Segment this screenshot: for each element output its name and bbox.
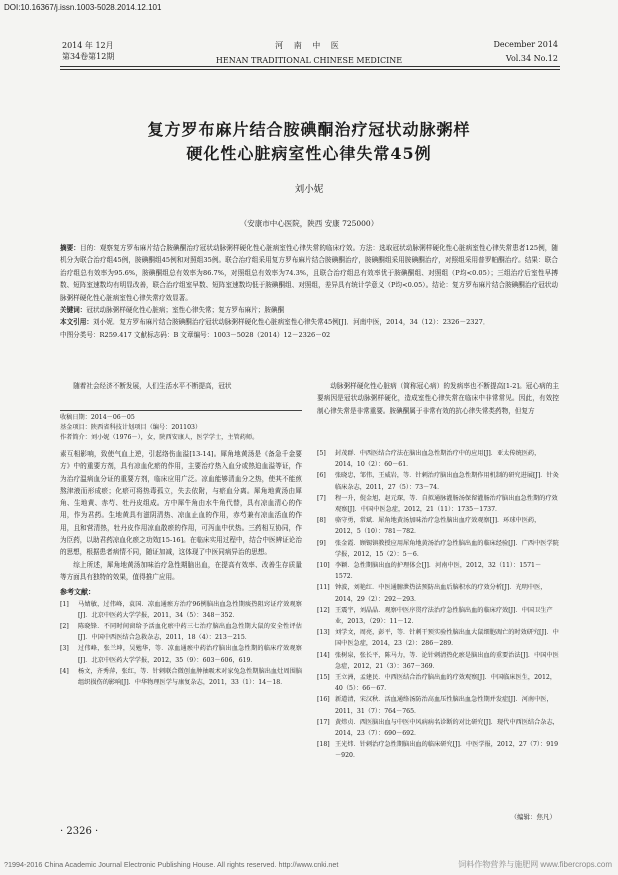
reference-number: [17] bbox=[317, 718, 330, 726]
reference-number: [6] bbox=[317, 472, 326, 480]
doi-label: DOI:10.16367/j.issn.1003-5028.2014.12.101 bbox=[4, 3, 162, 12]
reference-text: 马婧敏，过伟峰，袁国．凉血通瘀方治疗96例脑出血急性期痰热阻窍证疗效观察[J]．北京中医药大学学报，2011，34（5）：348－352． bbox=[78, 600, 302, 619]
header-rule-2 bbox=[60, 69, 560, 70]
reference-text: 杨文，齐秀萍，张红，等．针刺联合微创血肿抽吸术对家兔急性期脑出血灶周围脑组织损伤的影响[J]．中华物理医学与康复杂志，2011，33（1）：14－18． bbox=[78, 667, 302, 686]
title-line-2: 硬化性心脏病室性心律失常45例 bbox=[186, 144, 432, 163]
reference-item bbox=[317, 582, 559, 604]
author-bio: 作者简介：刘小妮（1976－），女，陕西安康人，医学学士，主管药师。 bbox=[60, 434, 259, 441]
reference-text: 张晓忠，邹伟，王威岩，等．针刺治疗脑出血急性期作用机制的研究进展[J]．针灸临床杂志，2011，27（5）：73－74． bbox=[335, 472, 559, 491]
reference-item bbox=[317, 717, 559, 739]
body-right-column bbox=[317, 448, 559, 762]
reference-item bbox=[60, 666, 302, 688]
reference-text: 封茂群．中西医结合疗法在脑出血急性期治疗中的应用[J]．亚太传统医药，2014，10（2）：60－61． bbox=[335, 450, 541, 469]
reference-number: [8] bbox=[317, 517, 326, 525]
reference-number: [5] bbox=[317, 450, 326, 457]
reference-number: [10] bbox=[317, 562, 330, 570]
reference-item bbox=[317, 627, 559, 649]
reference-item bbox=[317, 515, 559, 537]
intro-left: 随着社会经济不断发展，人们生活水平不断提高，冠状 bbox=[73, 382, 232, 390]
reference-item bbox=[60, 599, 302, 621]
reference-item bbox=[317, 605, 559, 627]
reference-text: 骆守勇，常斌．犀角地黄汤加味治疗急性脑出血疗效观察[J]．环球中医药，2012，5（10）：781－782． bbox=[335, 517, 541, 536]
reference-text: 新道清，宋汉秋．活血通络汤防治高血压性脑出血急性期并发症[J]．河南中医，2011，31（7）：764－765． bbox=[335, 696, 553, 715]
reference-text: 张树泉，张长平，陈马力，等．论针刺清热化瘀是脑出血的重要治法[J]．中国中医急症，2012，21（3）：367－369． bbox=[335, 651, 559, 670]
header-volume-en: Vol.34 No.12 bbox=[505, 54, 558, 63]
keywords-text: 冠状动脉粥样硬化性心脏病；室性心律失常；复方罗布麻片；胺碘酮 bbox=[86, 306, 285, 315]
keywords bbox=[60, 304, 558, 316]
classification: 中图分类号：R259.417 文献标志码：B 文章编号：1003－5028（2014）12－2326－02 bbox=[60, 330, 331, 339]
reference-number: [14] bbox=[317, 651, 330, 659]
reference-number: [1] bbox=[60, 600, 69, 608]
reference-number: [16] bbox=[317, 696, 330, 704]
reference-text: 王光炜．针刺治疗急性期脑出血的临床研究[J]．中医学报，2012，27（7）：919－920． bbox=[335, 741, 559, 760]
watermark: 饲料作物营养与施肥网 www.fibercrops.com bbox=[458, 860, 612, 869]
journal-name-en: HENAN TRADITIONAL CHINESE MEDICINE bbox=[215, 56, 403, 65]
reference-text: 李颖．急性期脑出血的护理体会[J]．河南中医，2012，32（11）：1571－1572． bbox=[335, 562, 542, 581]
reference-text: 刘学文，周亮，彭平，等．针刺干预实验性脑出血大鼠细胞凋亡的时效研究[J]．中国中医急症，2014，23（2）：286－289． bbox=[335, 629, 559, 648]
footnotes bbox=[60, 410, 302, 443]
body-left-column bbox=[60, 448, 302, 688]
citation-label: 本文引用： bbox=[60, 318, 93, 327]
reference-number: [18] bbox=[317, 741, 330, 749]
reference-text: 王震宇，刘晶晶．观察中医序贯疗法治疗急性脑出血的临床疗效[J]．中国卫生产业，2013，（29）：11－12． bbox=[335, 606, 553, 626]
reference-number: [15] bbox=[317, 674, 330, 682]
reference-text: 陈晓锋．不同时间窗给予活血化瘀中药三七治疗脑出血急性期大鼠的安全性评估[J]．中国中西医结合急救杂志，2011，18（4）：213－215． bbox=[78, 622, 302, 642]
reference-item bbox=[317, 448, 559, 470]
reference-item bbox=[317, 470, 559, 492]
page-number: · 2326 · bbox=[60, 826, 99, 837]
reference-text: 程一升，倪金旭，赵元琛，等．自拟通脉灌肠汤保留灌肠治疗脑出血急性期的疗效观察[J]．中国中医急症，2012，21（11）：1735－1737． bbox=[335, 494, 558, 514]
title-line-1: 复方罗布麻片结合胺碘酮治疗冠状动脉粥样 bbox=[147, 120, 471, 139]
reference-text: 黄炜贞．西医脑出血与中医中风病病名诊断的对比研究[J]．现代中西医结合杂志，2014，23（7）：690－692． bbox=[335, 718, 559, 738]
article-title bbox=[40, 118, 578, 166]
reference-text: 张金霞．顾锡镇教授应用犀角地黄汤治疗急性脑出血的临床经验[J]．广西中医学院学报，2012，15（2）：5－6． bbox=[335, 539, 559, 558]
reference-number: [4] bbox=[60, 667, 69, 675]
reference-text: 钟波，刘艳红．中医通腑泄热法预防出血后脑积水的疗效分析[J]．光明中医，2014，29（2）：292－293． bbox=[335, 584, 547, 603]
header-date-en: December 2014 bbox=[493, 40, 558, 49]
reference-item bbox=[317, 560, 559, 582]
reference-text: 过伟峰，张兰坤，吴勉华，等．凉血通瘀中药治疗脑出血急性期的临床疗效观察[J]．北京中医药大学学报，2012，35（9）：603－606，619． bbox=[78, 645, 302, 664]
reference-item bbox=[317, 650, 559, 672]
reference-number: [3] bbox=[60, 645, 69, 653]
author-affiliation: （安康市中心医院，陕西 安康 725000） bbox=[239, 219, 379, 228]
reference-number: [2] bbox=[60, 622, 69, 630]
intro-right: 动脉粥样硬化性心脏病（简称冠心病）的发病率也不断提高[1-2]。冠心病的主要病因是冠状动脉粥样硬化，造成室性心律失常在临床中非常常见。因此，有效控制心律失常是非常重要。胺碘酮属于非常有效的抗心律失常类药物，但复方 bbox=[317, 382, 559, 415]
reference-item bbox=[317, 672, 559, 694]
received-date: 收稿日期：2014－06－05 bbox=[60, 414, 135, 421]
abstract bbox=[60, 242, 558, 304]
reference-number: [12] bbox=[317, 606, 330, 614]
body-paragraph-2: 综上所述，犀角地黄汤加味治疗急性期脑出血，在提高有效率、改善生存质量等方面具有独特的效果，值得推广应用。 bbox=[60, 560, 302, 581]
abstract-label: 摘要： bbox=[60, 244, 80, 252]
reference-number: [7] bbox=[317, 494, 326, 502]
keywords-label: 关键词： bbox=[60, 306, 87, 315]
header-right bbox=[493, 40, 558, 63]
header-date: 2014 年 12月 bbox=[62, 41, 114, 50]
copyright-footer: ?1994-2016 China Academic Journal Electronic Publishing House. All rights reserved. http://www.cnki.net bbox=[4, 860, 339, 869]
author-name: 刘小妮 bbox=[294, 184, 324, 195]
fund-project: 基金项目：陕西省科技计划项目（编号：201103） bbox=[60, 424, 202, 431]
reference-number: [13] bbox=[317, 629, 330, 637]
references-heading: 参考文献： bbox=[60, 587, 95, 597]
abstract-block bbox=[60, 242, 558, 341]
references-list-left bbox=[60, 599, 302, 689]
journal-name-cn: 河 南 中 医 bbox=[275, 41, 343, 50]
citation-text: 刘小妮．复方罗布麻片结合胺碘酮治疗冠状动脉粥样硬化性心脏病室性心律失常45例[J]．河南中医，2014，34（12）：2326－2327． bbox=[92, 318, 490, 327]
editor-note: （编辑：焦凡） bbox=[510, 813, 556, 821]
reference-item bbox=[317, 694, 559, 716]
header-rule-1 bbox=[60, 66, 560, 67]
reference-text: 王立洲，孟建民．中西医结合治疗脑出血的疗效观察[J]．中国临床医生，2012，40（5）：66－67． bbox=[335, 674, 557, 693]
citation bbox=[60, 316, 558, 328]
reference-item bbox=[60, 621, 302, 643]
reference-item bbox=[60, 643, 302, 665]
reference-number: [9] bbox=[317, 539, 326, 547]
body-paragraph-1: 素互相影响，致使气血上逆，引起络伤血溢[13-14]。犀角地黄汤是《备急千金要方》中的重要方剂，具有凉血化瘀的作用，主要治疗热入血分或热迫血溢等证，作为治疗温病血分证的重要方剂，临床应用广泛。凉血能够清血分之热，使其不能煎熬津液而形成瘀；化瘀可将热毒孤立，失去依附，与瘀血分离。犀角地黄汤由犀角、生地黄、赤芍、牡丹皮组成。方中犀牛角由水牛角代替，具有凉血清心的作用，作为君药。生地黄具有滋阴清热、凉血止血的作用，赤芍兼有凉血活血的作用，且和营清热，牡丹皮作用凉血散瘀的作用，可泻血中伏热。三药相互协同，作为臣药，以助君药凉血化瘀之功效[15-16]。在临床实用过程中，结合中医辨证论治的思想，根据患者病情不同，随证加减，这体现了中医同病异治的思想。 bbox=[60, 450, 302, 557]
references-list-right bbox=[317, 448, 559, 762]
reference-item bbox=[317, 538, 559, 560]
abstract-text: 目的：观察复方罗布麻片结合胺碘酮治疗冠状动脉粥样硬化性心脏病室性心律失常的临床疗效。方法：选取冠状动脉粥样硬化性心脏病室性心律失常患者125例，随机分为联合治疗组45例，胺碘酮组45例和对照组35例。联合治疗组采用复方罗布麻片结合胺碘酮治疗，胺碘酮组采用胺碘酮治疗，对照组采用普罗帕酮治疗。结果：联合治疗组总有效率为95.6%，胺碘酮组总有效率为86.7%，对照组总有效率为74.3%，且联合治疗组总有效率优于胺碘酮组、对照组（P均<0.05）；三组治疗后室性早搏数、短阵室速数均有明显改善，联合治疗组室早数、短阵室速数均低于胺碘酮组、对照组，差异具有统计学意义（P均<0.05）。结论：复方罗布麻片结合胺碘酮治疗冠状动脉粥样硬化性心脏病室性心律失常疗效显著。 bbox=[60, 244, 558, 302]
header-volume: 第34卷第12期 bbox=[62, 52, 115, 61]
reference-item bbox=[317, 493, 559, 515]
reference-item bbox=[317, 739, 559, 761]
reference-number: [11] bbox=[317, 584, 330, 592]
